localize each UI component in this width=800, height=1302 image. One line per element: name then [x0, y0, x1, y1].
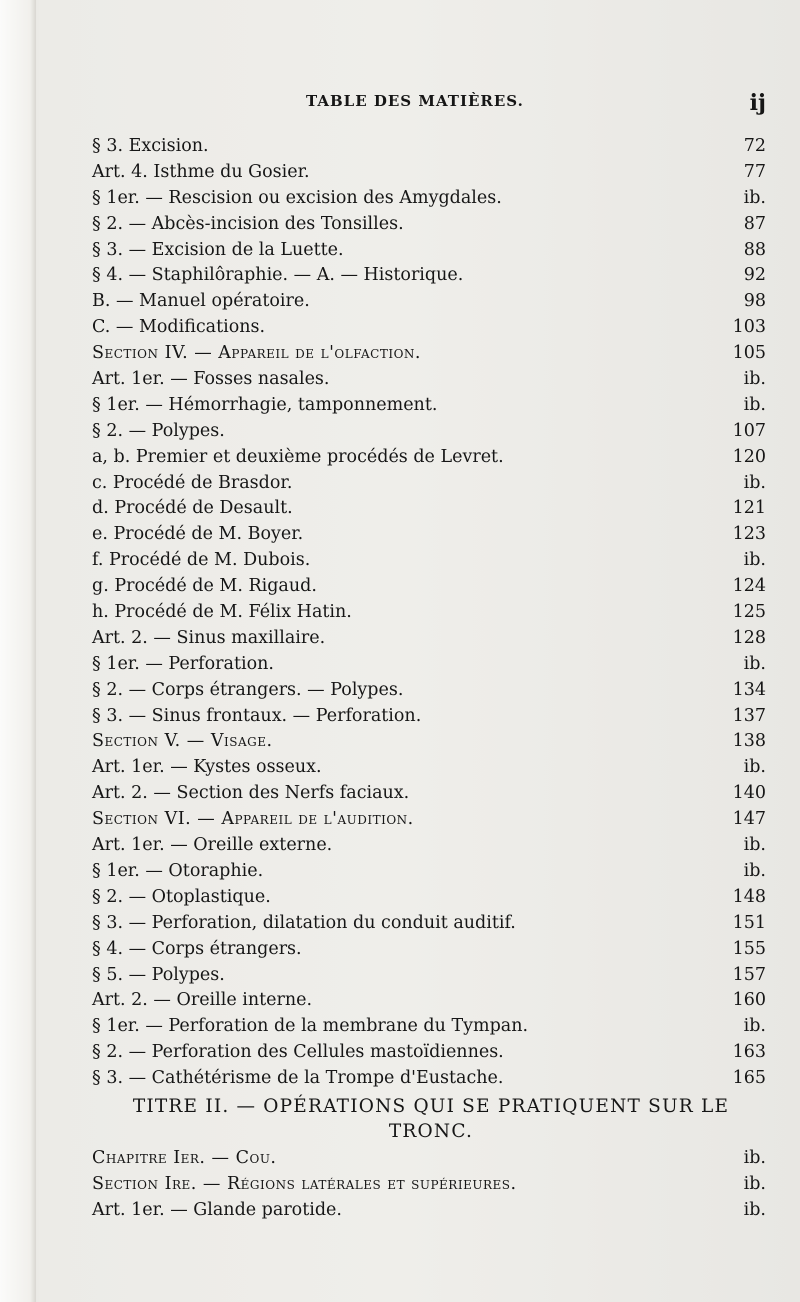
toc-entry: [92, 911, 772, 937]
toc-entry-label: Art. 1er. — Oreille externe.: [92, 835, 333, 856]
toc-entry-label: § 2. — Corps étrangers. — Polypes.: [92, 679, 404, 700]
toc-entry-label: § 2. — Otoplastique.: [92, 886, 271, 907]
toc-entry-label: B. — Manuel opératoire.: [92, 291, 310, 312]
toc-entry-label: § 3. — Cathétérisme de la Trompe d'Eustache.: [92, 1068, 504, 1089]
toc-entry: [92, 1014, 772, 1040]
toc-entry: [92, 1198, 772, 1224]
toc-entry-label: Art. 2. — Section des Nerfs faciaux.: [92, 783, 410, 804]
toc-entry: [92, 1040, 772, 1066]
toc-entry: [92, 471, 772, 497]
toc-entry: [92, 1172, 772, 1198]
toc-entry-page: ib.: [743, 550, 766, 571]
toc-entry-label: d. Procédé de Desault.: [92, 498, 293, 519]
toc-entry: [92, 963, 772, 989]
toc-entry-page: ib.: [743, 472, 766, 493]
toc-entry: [92, 988, 772, 1014]
toc-entry-label: § 4. — Staphilôraphie. — A. — Historique.: [92, 265, 464, 286]
toc-entry: [92, 574, 772, 600]
toc-entry-page: 123: [732, 524, 766, 545]
toc-entry-label: § 3. Excision.: [92, 136, 209, 156]
toc-entry-page: ib.: [743, 1147, 766, 1168]
toc-entry-label: Section VI. — Appareil de l'audition.: [92, 809, 414, 830]
toc-entry-page: 140: [732, 783, 766, 804]
toc-entry-label: Section IV. — Appareil de l'olfaction.: [92, 343, 421, 364]
toc-entry-label: f. Procédé de M. Dubois.: [92, 550, 311, 571]
toc-entry-page: ib.: [743, 1173, 766, 1194]
toc-entry-label: C. — Modifications.: [92, 317, 266, 338]
toc-entry-page: 98: [743, 291, 766, 312]
table-of-contents: [92, 134, 772, 1224]
toc-entry: [92, 937, 772, 963]
toc-entry: [92, 522, 772, 548]
toc-entry-label: Art. 2. — Oreille interne.: [92, 990, 313, 1011]
toc-entry-page: 107: [732, 420, 766, 441]
toc-entry: [92, 134, 772, 160]
toc-entry-page: 137: [732, 705, 766, 726]
toc-entry: [92, 626, 772, 652]
toc-entry-page: 77: [743, 161, 766, 182]
page-header: [92, 92, 772, 120]
toc-entry-page: 160: [732, 990, 766, 1011]
toc-entry-page: 72: [743, 136, 766, 156]
toc-entry-label: § 2. — Perforation des Cellules mastoïdiennes.: [92, 1042, 504, 1063]
toc-entry-label: § 3. — Sinus frontaux. — Perforation.: [92, 705, 422, 726]
toc-entry-page: ib.: [743, 860, 766, 881]
page-title: TABLE DES MATIÈRES.: [306, 92, 524, 110]
toc-entry-page: 103: [732, 317, 766, 338]
toc-entry-label: § 1er. — Hémorrhagie, tamponnement.: [92, 394, 438, 415]
toc-entry-label: Chapitre Ier. — Cou.: [92, 1147, 277, 1168]
toc-entry-page: 151: [732, 912, 766, 933]
toc-entry: [92, 496, 772, 522]
toc-entry-label: a, b. Premier et deuxième procédés de Levret.: [92, 446, 504, 467]
toc-entry: [92, 729, 772, 755]
toc-entry-page: 92: [743, 265, 766, 286]
toc-entry-page: 120: [732, 446, 766, 467]
toc-entry: [92, 1066, 772, 1092]
toc-entry: [92, 186, 772, 212]
toc-entry-page: 125: [732, 602, 766, 623]
toc-entry-page: 155: [732, 938, 766, 959]
toc-entry: [92, 755, 772, 781]
toc-entry: [92, 445, 772, 471]
toc-entry-page: ib.: [743, 1016, 766, 1037]
toc-entry-label: § 3. — Perforation, dilatation du conduit auditif.: [92, 912, 516, 933]
toc-entry: [92, 1146, 772, 1172]
toc-entry-page: ib.: [743, 653, 766, 674]
toc-entry-page: 138: [732, 731, 766, 752]
toc-entry: [92, 238, 772, 264]
toc-entry-label: § 3. — Excision de la Luette.: [92, 239, 344, 260]
toc-entry-page: 88: [743, 239, 766, 260]
toc-entry: [92, 341, 772, 367]
toc-entry-label: c. Procédé de Brasdor.: [92, 472, 293, 493]
toc-entry-page: 87: [743, 213, 766, 234]
toc-entry-page: ib.: [743, 187, 766, 208]
toc-entry: [92, 652, 772, 678]
toc-entry-label: h. Procédé de M. Félix Hatin.: [92, 602, 352, 623]
toc-entry-page: 165: [732, 1068, 766, 1089]
toc-entry: [92, 807, 772, 833]
toc-entry: [92, 160, 772, 186]
toc-entry-label: Section V. — Visage.: [92, 731, 273, 752]
toc-entry-label: Section Ire. — Régions latérales et supérieures.: [92, 1173, 517, 1194]
part-heading: TITRE II. — OPÉRATIONS QUI SE PRATIQUENT SUR LE TRONC.: [132, 1095, 730, 1142]
toc-entry: [92, 885, 772, 911]
toc-entry-page: 105: [732, 343, 766, 364]
toc-entry-label: g. Procédé de M. Rigaud.: [92, 576, 317, 597]
toc-entry: [92, 678, 772, 704]
toc-entry-page: 157: [732, 964, 766, 985]
toc-entry-label: § 2. — Abcès-incision des Tonsilles.: [92, 213, 404, 234]
toc-entry-page: 121: [732, 498, 766, 519]
toc-entry: [92, 548, 772, 574]
toc-entry-label: Art. 4. Isthme du Gosier.: [92, 161, 310, 182]
toc-entry: [92, 704, 772, 730]
toc-entry-label: Art. 2. — Sinus maxillaire.: [92, 627, 326, 648]
toc-entry: [92, 212, 772, 238]
toc-entry-page: ib.: [743, 835, 766, 856]
toc-entry: [92, 367, 772, 393]
toc-entry-label: Art. 1er. — Kystes osseux.: [92, 757, 322, 778]
toc-entry-page: 148: [732, 886, 766, 907]
toc-entry: [92, 600, 772, 626]
toc-entry-label: § 5. — Polypes.: [92, 964, 225, 985]
toc-entry-label: § 4. — Corps étrangers.: [92, 938, 302, 959]
toc-entry: [92, 315, 772, 341]
toc-entry-page: 163: [732, 1042, 766, 1063]
toc-entry: [92, 833, 772, 859]
toc-entry-page: ib.: [743, 369, 766, 390]
toc-entry-label: e. Procédé de M. Boyer.: [92, 524, 304, 545]
toc-entry-page: ib.: [743, 757, 766, 778]
toc-entry-page: ib.: [743, 394, 766, 415]
toc-entry: [92, 393, 772, 419]
toc-entry-label: Art. 1er. — Fosses nasales.: [92, 369, 330, 390]
toc-entry-page: 128: [732, 627, 766, 648]
toc-entry-page: 124: [732, 576, 766, 597]
toc-entry: [92, 289, 772, 315]
toc-entry-label: § 1er. — Rescision ou excision des Amygdales.: [92, 187, 502, 208]
toc-entry: [92, 263, 772, 289]
page-gutter: [0, 0, 36, 1302]
toc-entry-label: Art. 1er. — Glande parotide.: [92, 1199, 342, 1220]
toc-entry-label: § 1er. — Perforation.: [92, 653, 274, 674]
toc-entry-page: 134: [732, 679, 766, 700]
toc-entry-page: ib.: [743, 1199, 766, 1220]
toc-entry: [92, 859, 772, 885]
toc-entry: [92, 419, 772, 445]
toc-entry: [92, 781, 772, 807]
toc-entry-label: § 1er. — Otoraphie.: [92, 860, 264, 881]
toc-entry-page: 147: [732, 809, 766, 830]
toc-entry-label: § 1er. — Perforation de la membrane du Tympan.: [92, 1016, 529, 1037]
toc-entry-label: § 2. — Polypes.: [92, 420, 225, 441]
page-number: ij: [749, 90, 766, 116]
